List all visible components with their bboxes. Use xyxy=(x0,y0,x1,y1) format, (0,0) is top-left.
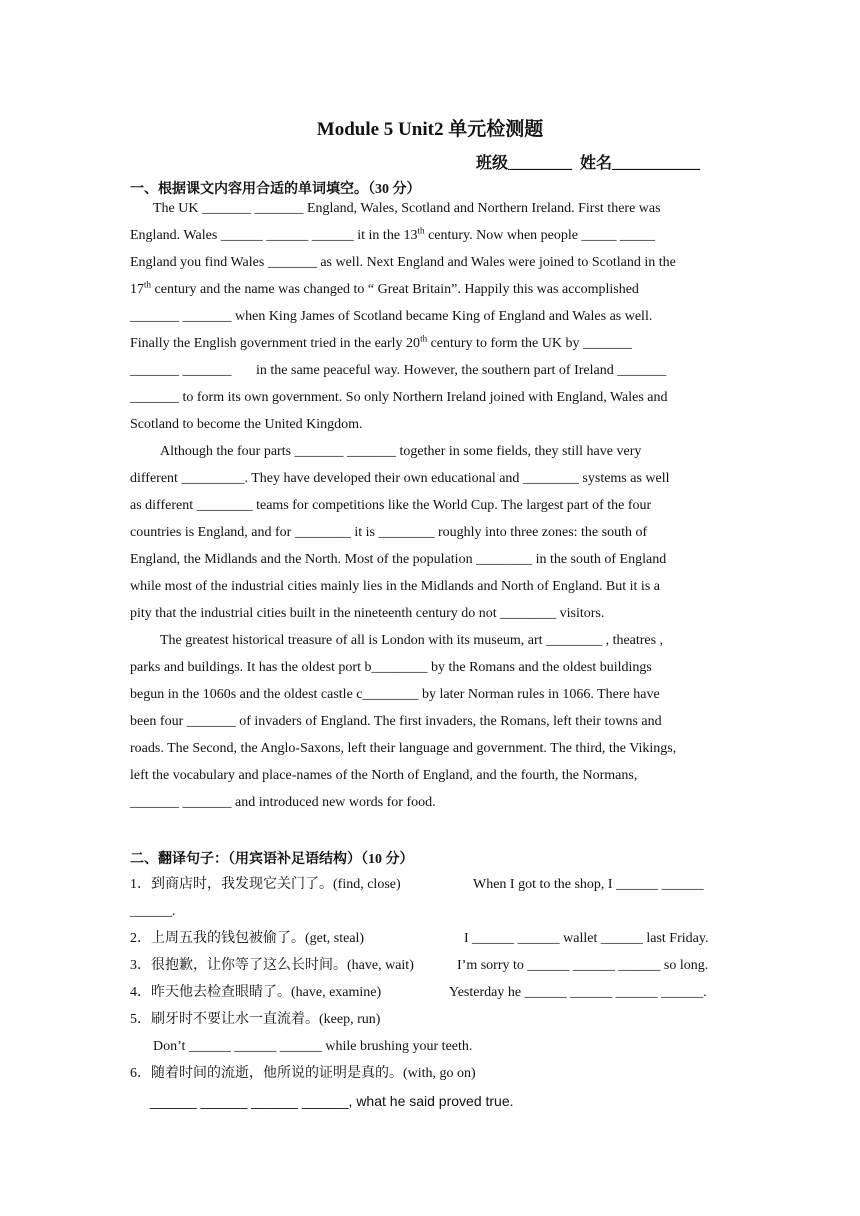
passage-line: England, the Midlands and the North. Most of the population ________ in the south of England xyxy=(130,552,667,567)
translation-item: 2．上周五我的钱包被偷了。(get, steal) I ______ ______ wallet ______ last Friday. xyxy=(130,931,709,946)
section2-heading: 二、翻译句子：（用宾语补足语结构）（10 分） xyxy=(130,852,414,867)
passage-line: countries is England, and for ________ it is ________ roughly into three zones: the south of xyxy=(130,525,648,540)
passage-line: England. Wales ______ ______ ______ it in the 13th century. Now when people _____ _____ xyxy=(130,225,655,243)
passage-line: Finally the English government tried in the early 20th century to form the UK by _______ xyxy=(130,333,632,351)
passage-line: 17th century and the name was changed to “ Great Britain”. Happily this was accomplished xyxy=(130,279,639,297)
class-name-line: 班级________ 姓名___________ xyxy=(476,155,701,172)
passage-line: roads. The Second, the Anglo-Saxons, left their language and government. The third, the Vikings, xyxy=(130,741,677,756)
translation-item: 1．到商店时，我发现它关门了。(find, close) When I got to the shop, I ______ ______ xyxy=(130,877,704,892)
passage-line: _______ to form its own government. So only Northern Ireland joined with England, Wales and xyxy=(130,390,668,405)
passage-line: parks and buildings. It has the oldest port b________ by the Romans and the oldest buildings xyxy=(130,660,652,675)
passage-line: England you find Wales _______ as well. Next England and Wales were joined to Scotland in the xyxy=(130,255,676,270)
passage-line: different _________. They have developed their own educational and ________ systems as well xyxy=(130,471,670,486)
translation-item: 4．昨天他去检查眼睛了。(have, examine) Yesterday he ______ ______ ______ ______. xyxy=(130,985,707,1000)
passage-line: pity that the industrial cities built in the nineteenth century do not ________ visitors. xyxy=(130,606,605,621)
passage-line: _______ _______ when King James of Scotland became King of England and Wales as well. xyxy=(130,309,653,324)
passage-line: _______ _______ in the same peaceful way. However, the southern part of Ireland _______ xyxy=(130,363,667,378)
section1-heading: 一、根据课文内容用合适的单词填空。（30 分） xyxy=(130,182,421,197)
passage-line: while most of the industrial cities mainly lies in the Midlands and North of England. But it is a xyxy=(130,579,660,594)
passage-line: Scotland to become the United Kingdom. xyxy=(130,417,363,432)
passage-line: left the vocabulary and place-names of the North of England, and the fourth, the Normans, xyxy=(130,768,638,783)
passage-line: Although the four parts _______ _______ together in some fields, they still have very xyxy=(160,444,642,459)
translation-item: 3．很抱歉，让你等了这么长时间。(have, wait) I’m sorry to ______ ______ ______ so long. xyxy=(130,958,709,973)
page-title: Module 5 Unit2 单元检测题 xyxy=(316,119,544,140)
passage-line: as different ________ teams for competitions like the World Cup. The largest part of the four xyxy=(130,498,652,513)
translation-item: 6．随着时间的流逝，他所说的证明是真的。(with, go on) xyxy=(130,1066,476,1081)
passage-line: begun in the 1060s and the oldest castle c________ by later Norman rules in 1066. There have xyxy=(130,687,660,702)
translation-item: 5．刷牙时不要让水一直流着。(keep, run) xyxy=(130,1012,381,1027)
passage-line: The UK _______ _______ England, Wales, Scotland and Northern Ireland. First there was xyxy=(153,201,661,216)
passage-line: The greatest historical treasure of all is London with its museum, art ________ , theatres , xyxy=(160,633,664,648)
translation-item-continued: Don’t ______ ______ ______ while brushing your teeth. xyxy=(153,1039,473,1054)
translation-item-continued: ______. xyxy=(130,904,176,919)
passage-line: _______ _______ and introduced new words for food. xyxy=(130,795,436,810)
passage-line: been four _______ of invaders of England. The first invaders, the Romans, left their towns and xyxy=(130,714,662,729)
translation-item-continued: ______ ______ ______ ______, what he said proved true. xyxy=(150,1093,514,1109)
